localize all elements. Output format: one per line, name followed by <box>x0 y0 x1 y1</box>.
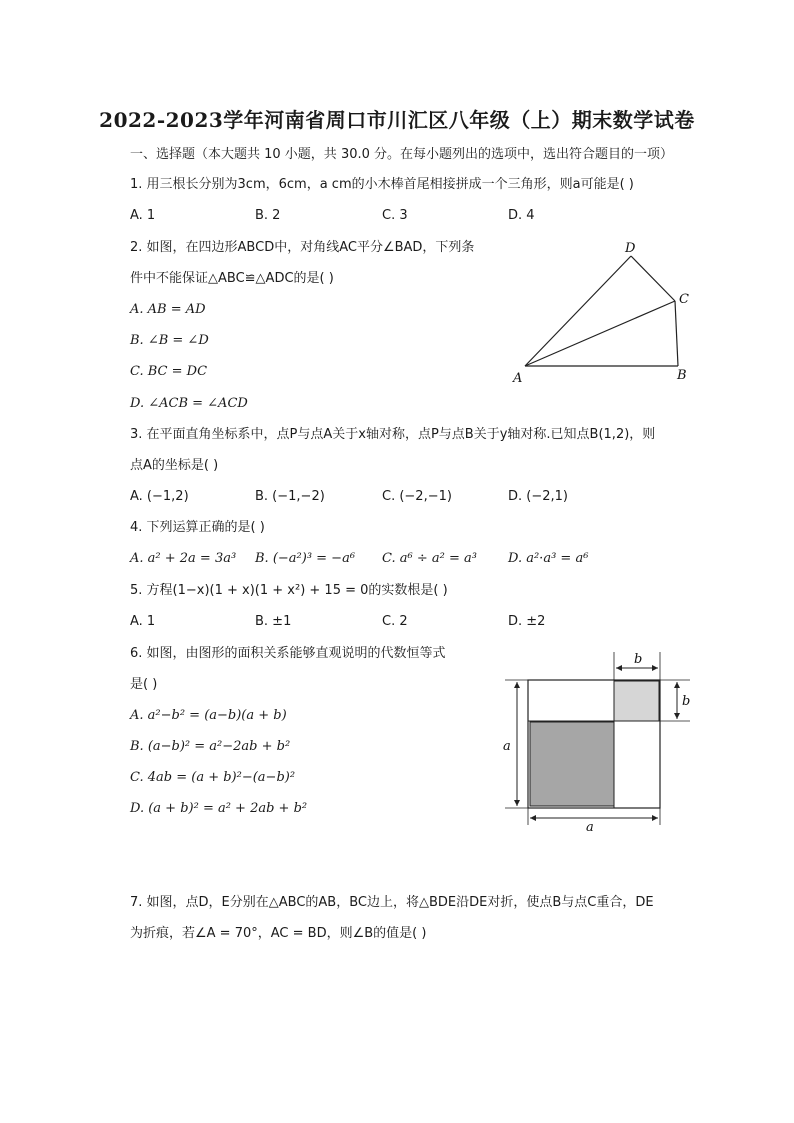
q6-option-d: D. (a + b)² = a² + 2ab + b² <box>130 801 308 816</box>
q5-option-d: D. ±2 <box>508 614 546 629</box>
q5-option-c: C. 2 <box>382 614 408 629</box>
q4-option-a: A. a² + 2a = 3a³ <box>130 551 237 566</box>
label-b: B <box>677 368 687 383</box>
q5-option-b: B. ±1 <box>255 614 292 629</box>
label-a-bottom: a <box>586 820 594 835</box>
question-3-stem-line2: 点A的坐标是( ) <box>130 458 219 473</box>
q1-option-a: A. 1 <box>130 208 156 223</box>
quadrilateral-figure <box>505 238 705 388</box>
q5-option-a: A. 1 <box>130 614 156 629</box>
label-d: D <box>625 241 636 256</box>
q6-option-b: B. (a−b)² = a²−2ab + b² <box>130 739 291 754</box>
label-b-right: b <box>682 694 691 709</box>
q3-option-d: D. (−2,1) <box>508 489 568 504</box>
question-7-stem-line1: 7. 如图，点D，E分别在△ABC的AB，BC边上，将△BDE沿DE对折，使点B与点C重合，DE <box>130 895 654 910</box>
label-b-top: b <box>634 652 643 667</box>
q6-option-a: A. a²−b² = (a−b)(a + b) <box>130 708 287 723</box>
q3-option-b: B. (−1,−2) <box>255 489 325 504</box>
q2-option-b: B. ∠B = ∠D <box>130 333 209 348</box>
q2-option-c: C. BC = DC <box>130 364 208 379</box>
q4-option-c: C. a⁶ ÷ a² = a³ <box>382 551 477 566</box>
big-shaded-square <box>530 722 614 806</box>
question-1-stem: 1. 用三根长分别为3cm，6cm，a cm的小木棒首尾相接拼成一个三角形，则a可能是( ) <box>130 177 634 192</box>
segment-ad <box>525 256 631 366</box>
question-2-stem-line1: 2. 如图，在四边形ABCD中，对角线AC平分∠BAD，下列条 <box>130 240 475 255</box>
page-title: 2022-2023学年河南省周口市川汇区八年级（上）期末数学试卷 <box>99 108 695 132</box>
segment-dc <box>631 256 675 301</box>
q3-option-a: A. (−1,2) <box>130 489 189 504</box>
q2-option-a: A. AB = AD <box>130 302 206 317</box>
section-heading: 一、选择题（本大题共 10 小题，共 30.0 分。在每小题列出的选项中，选出符合题目的一项） <box>130 147 674 162</box>
label-a-left: a <box>503 739 511 754</box>
label-c: C <box>679 292 689 307</box>
question-7-stem-line2: 为折痕，若∠A = 70°，AC = BD，则∠B的值是( ) <box>130 926 427 941</box>
question-6-stem-line1: 6. 如图，由图形的面积关系能够直观说明的代数恒等式 <box>130 646 446 661</box>
q4-option-d: D. a²·a³ = a⁶ <box>508 551 589 566</box>
square-area-figure <box>500 650 700 835</box>
segment-cb <box>675 301 678 366</box>
q3-option-c: C. (−2,−1) <box>382 489 452 504</box>
question-2-stem-line2: 件中不能保证△ABC≌△ADC的是( ) <box>130 271 334 286</box>
q6-option-c: C. 4ab = (a + b)²−(a−b)² <box>130 770 296 785</box>
question-4-stem: 4. 下列运算正确的是( ) <box>130 520 265 535</box>
small-shaded-square <box>614 681 659 721</box>
question-3-stem-line1: 3. 在平面直角坐标系中，点P与点A关于x轴对称，点P与点B关于y轴对称.已知点B(1,2)，则 <box>130 427 656 442</box>
q2-option-d: D. ∠ACB = ∠ACD <box>130 396 248 411</box>
question-6-stem-line2: 是( ) <box>130 677 158 692</box>
label-a: A <box>513 371 523 386</box>
q4-option-b: B. (−a²)³ = −a⁶ <box>255 551 356 566</box>
q1-option-d: D. 4 <box>508 208 535 223</box>
q1-option-c: C. 3 <box>382 208 408 223</box>
question-5-stem: 5. 方程(1−x)(1 + x)(1 + x²) + 15 = 0的实数根是( ) <box>130 583 448 598</box>
diagonal-ac <box>525 301 675 366</box>
q1-option-b: B. 2 <box>255 208 281 223</box>
